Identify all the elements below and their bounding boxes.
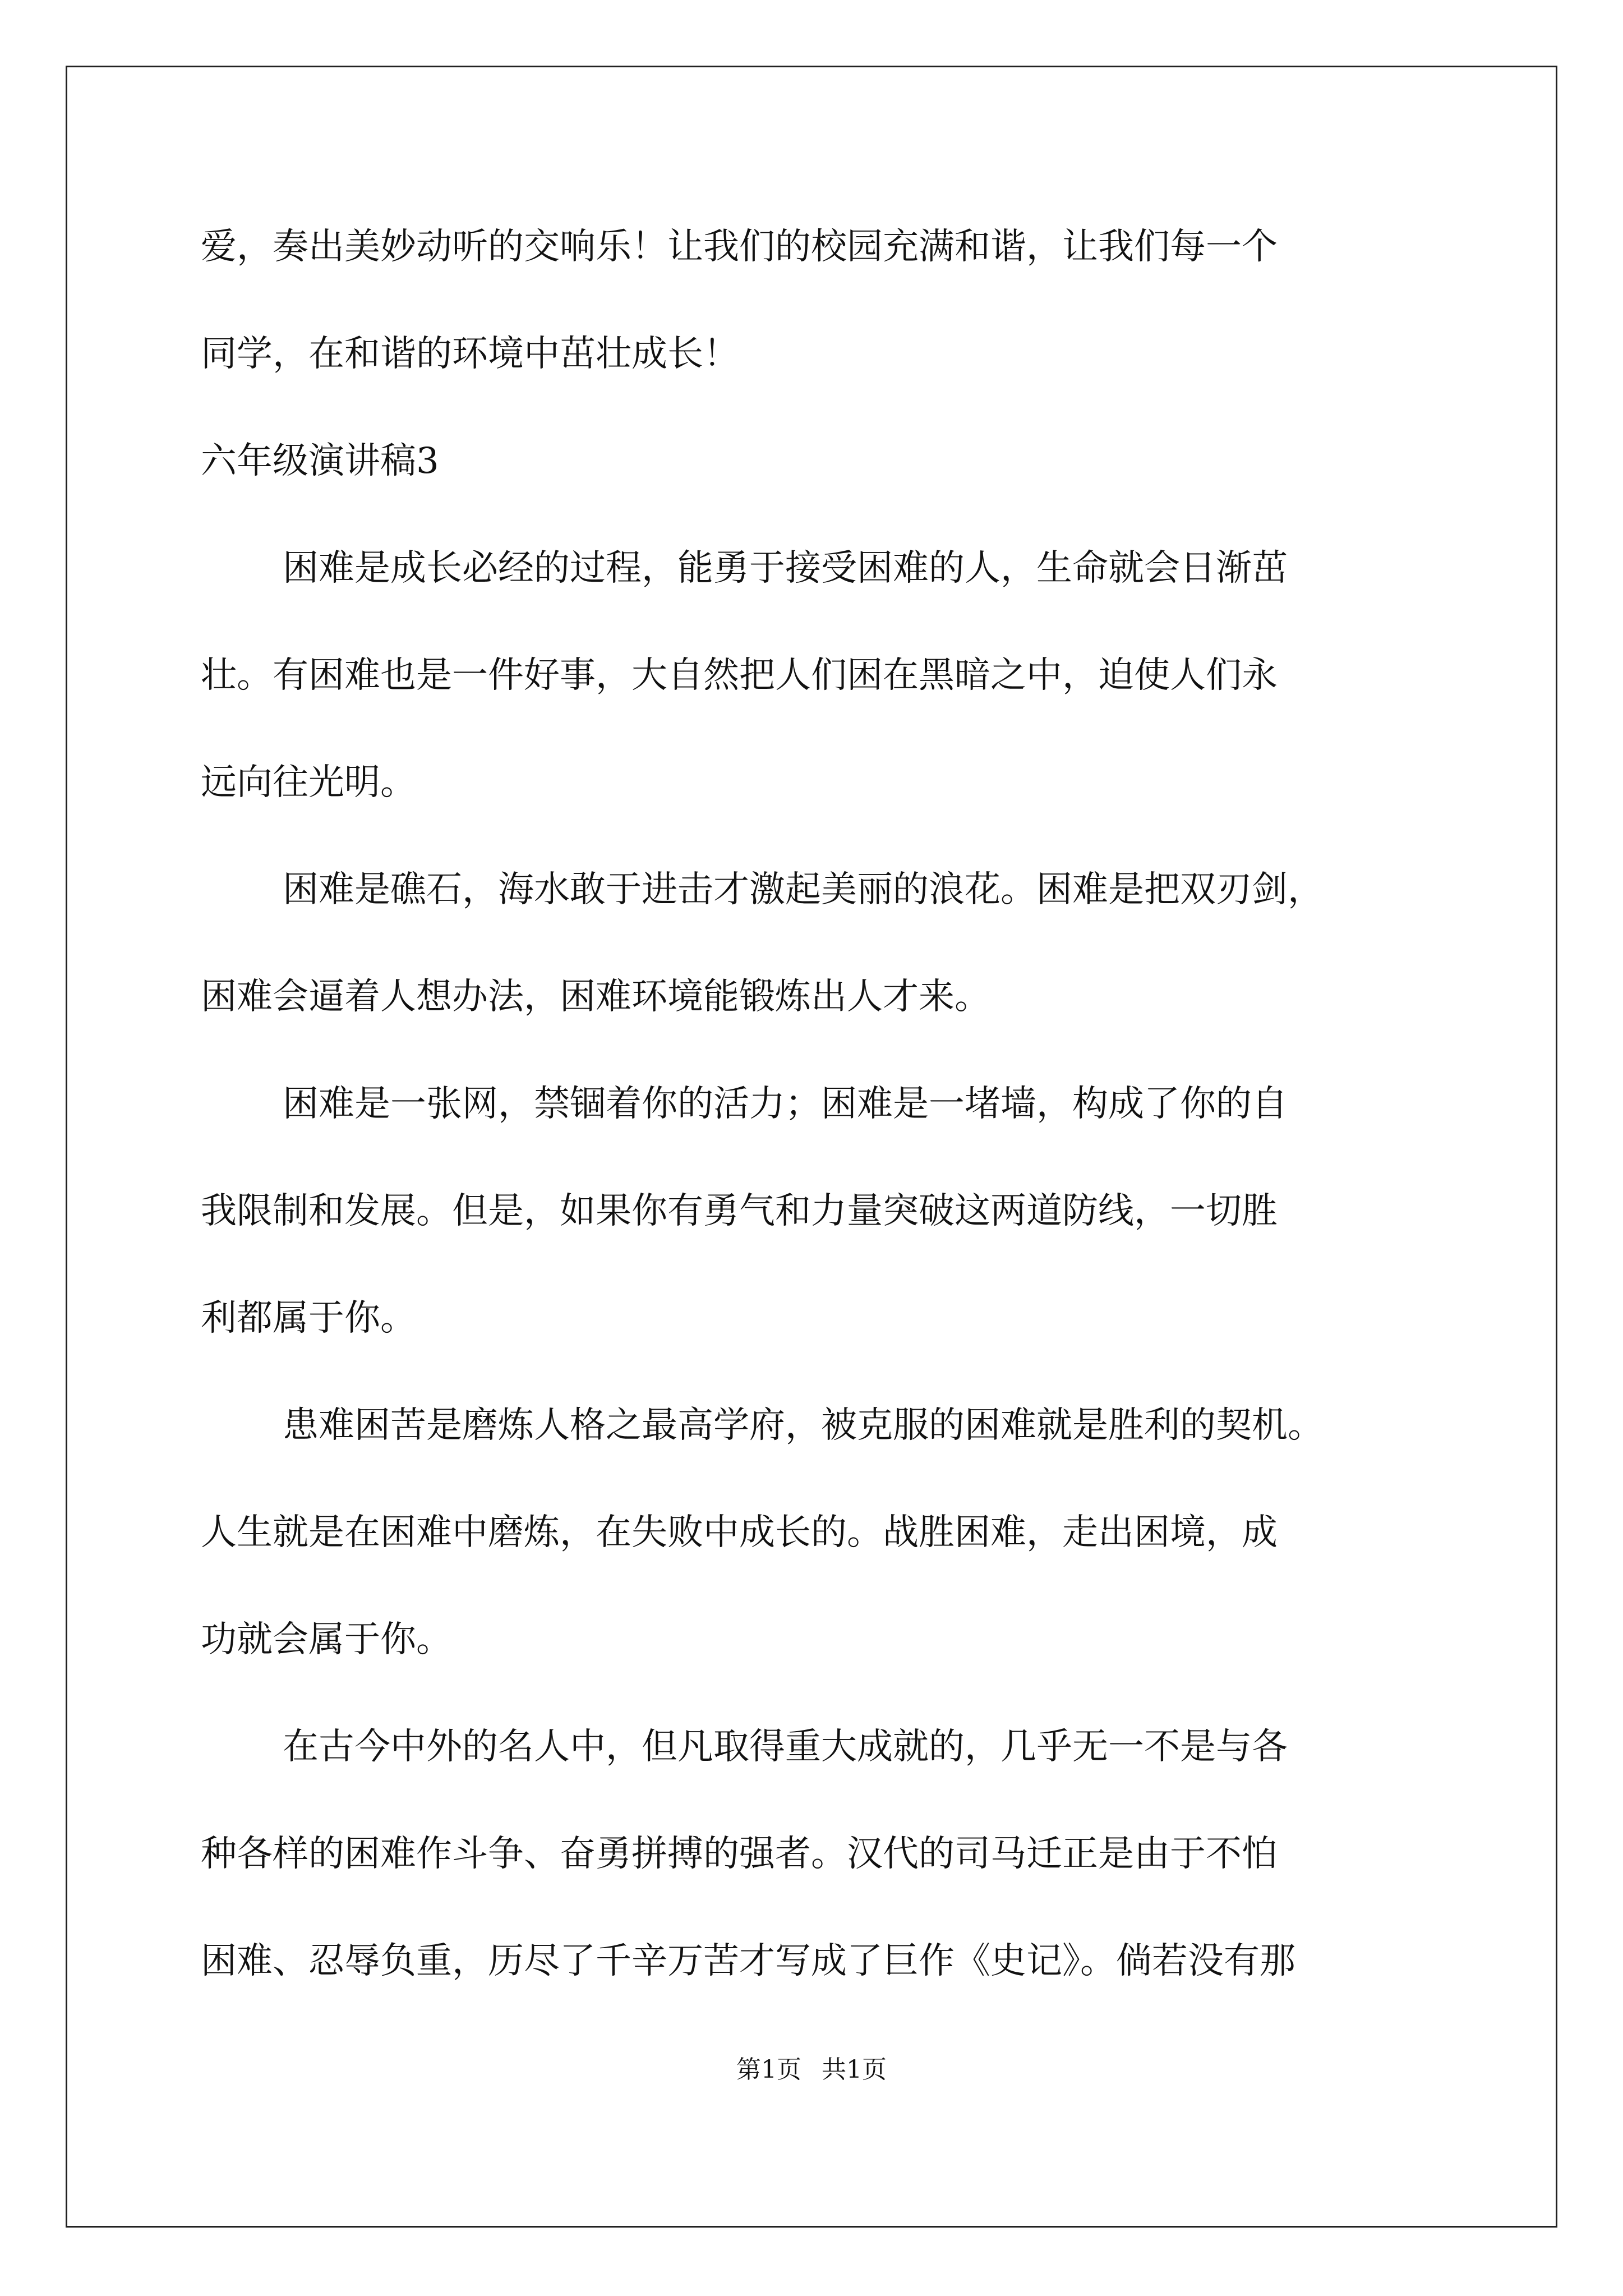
text-line: 困难会逼着人想办法，困难环境能锻炼出人才来。 [201,976,990,1018]
text-line: 爱，奏出美妙动听的交响乐！让我们的校园充满和谐，让我们每一个 [201,226,1278,268]
text-line: 远向往光明。 [201,762,416,803]
paragraph-first-line: 困难是成长必经的过程，能勇于接受困难的人，生命就会日渐茁 [283,547,1288,589]
paragraph-first-line: 在古今中外的名人中，但凡取得重大成就的，几乎无一不是与各 [283,1726,1288,1768]
paragraph-first-line: 困难是礁石，海水敢于进击才激起美丽的浪花。困难是把双刃剑， [283,869,1324,910]
text-line: 利都属于你。 [201,1297,416,1339]
text-line: 人生就是在困难中磨炼，在失败中成长的。战胜困难，走出困境，成 [201,1512,1278,1553]
page-footer [0,2053,1623,2087]
text-line: 我限制和发展。但是，如果你有勇气和力量突破这两道防线，一切胜 [201,1190,1278,1232]
paragraph-first-line: 困难是一张网，禁锢着你的活力；困难是一堵墙，构成了你的自 [283,1083,1288,1125]
section-heading: 六年级演讲稿3 [201,440,439,482]
text-line: 种各样的困难作斗争、奋勇拼搏的强者。汉代的司马迁正是由于不怕 [201,1833,1278,1875]
text-line: 同学，在和谐的环境中茁壮成长！ [201,333,739,375]
document-body [201,194,1435,2015]
text-line: 壮。有困难也是一件好事，大自然把人们困在黑暗之中，迫使人们永 [201,655,1278,696]
page-number: 第1页 [736,2055,801,2084]
paragraph-first-line: 患难困苦是磨炼人格之最高学府，被克服的困难就是胜利的契机。 [283,1405,1324,1446]
text-line: 功就会属于你。 [201,1619,452,1660]
text-line: 困难、忍辱负重，历尽了千辛万苦才写成了巨作《史记》。倘若没有那 [201,1940,1295,1982]
page-count: 共1页 [822,2055,887,2084]
